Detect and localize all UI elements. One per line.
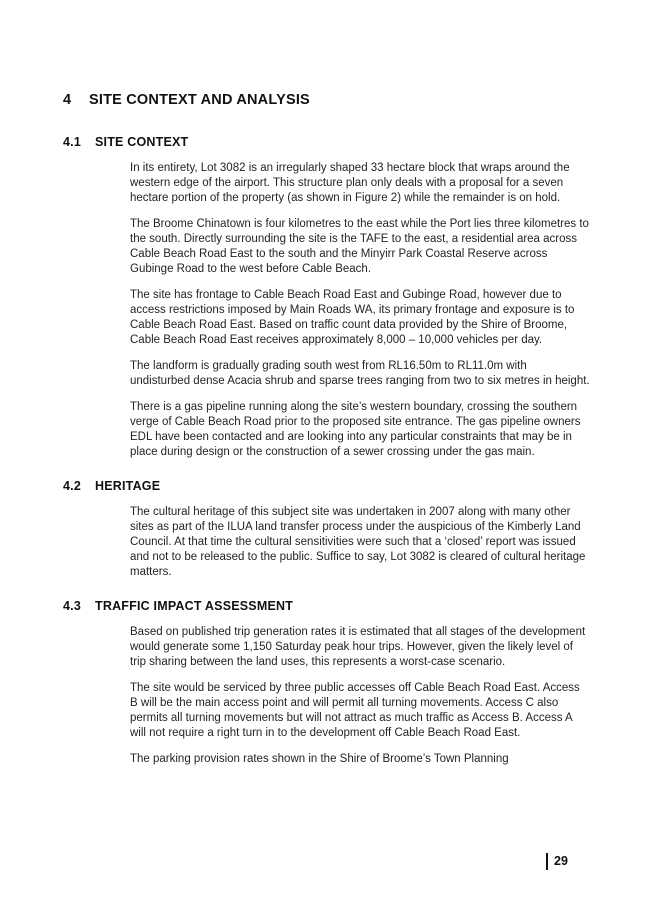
page-number	[546, 853, 568, 870]
page-number-value: 29	[554, 854, 568, 868]
paragraph: The site has frontage to Cable Beach Road East and Gubinge Road, however due to access restrictions imposed by Main Roads WA, its primary frontage and exposure is to Cable Beach Road East. Based on traffic count data provided by the Shire of Broome, Cable Beach Road East receives approximately 8,000 – 10,000 vehicles per day.	[130, 289, 575, 346]
section-heading	[63, 136, 589, 149]
page-number-divider	[546, 853, 548, 870]
section-traffic-impact-assessment	[63, 600, 589, 767]
paragraph: Based on published trip generation rates it is estimated that all stages of the development would generate some 1,150 Saturday peak hour trips. However, given the likely level of trip sharing between the land uses, this represents a worst-case scenario.	[130, 626, 586, 668]
section-title: TRAFFIC IMPACT ASSESSMENT	[95, 599, 294, 613]
paragraph: The parking provision rates shown in the Shire of Broome’s Town Planning	[130, 753, 509, 765]
paragraph: The landform is gradually grading south west from RL16.50m to RL11.0m with undisturbed dense Acacia shrub and sparse trees ranging from two to six metres in height.	[130, 360, 590, 387]
chapter-heading	[63, 93, 589, 108]
section-heritage	[63, 480, 589, 580]
section-heading	[63, 480, 589, 493]
chapter-number: 4	[63, 92, 72, 108]
section-title: SITE CONTEXT	[95, 135, 189, 149]
section-heading	[63, 600, 589, 613]
chapter-title: SITE CONTEXT AND ANALYSIS	[89, 92, 310, 108]
section-site-context	[63, 136, 589, 460]
paragraph: The site would be serviced by three public accesses off Cable Beach Road East. Access B will be the main access point and will permit all turning movements. Access C also permits all turning movements but will not attract as much traffic as Access B. Access A will not require a right turn in to the development off Cable Beach Road East.	[130, 682, 580, 739]
section-number: 4.2	[63, 479, 81, 493]
section-title: HERITAGE	[95, 479, 161, 493]
document-content	[63, 93, 589, 778]
paragraph: The Broome Chinatown is four kilometres to the east while the Port lies three kilometres to the south. Directly surrounding the site is the TAFE to the east, a residential area across Cable Beach Road East to the south and the Minyirr Park Coastal Reserve across Gubinge Road to the west before Cable Beach.	[130, 218, 589, 275]
section-number: 4.3	[63, 599, 81, 613]
section-number: 4.1	[63, 135, 81, 149]
paragraph: The cultural heritage of this subject site was undertaken in 2007 along with many other sites as part of the ILUA land transfer process under the auspicious of the Kimberly Land Council. At that time the cultural sensitivities were such that a ‘closed’ report was issued and not to be released to the public. Suffice to say, Lot 3082 is cleared of cultural heritage matters.	[130, 506, 586, 578]
paragraph: In its entirety, Lot 3082 is an irregularly shaped 33 hectare block that wraps around the western edge of the airport. This structure plan only deals with a proposal for a seven hectare portion of the property (as shown in Figure 2) while the remainder is on hold.	[130, 162, 570, 204]
paragraph: There is a gas pipeline running along the site’s western boundary, crossing the southern verge of Cable Beach Road prior to the proposed site entrance. The gas pipeline owners EDL have been contacted and are looking into any particular constraints that may be in place during design or the construction of a sewer crossing under the gas main.	[130, 401, 581, 458]
